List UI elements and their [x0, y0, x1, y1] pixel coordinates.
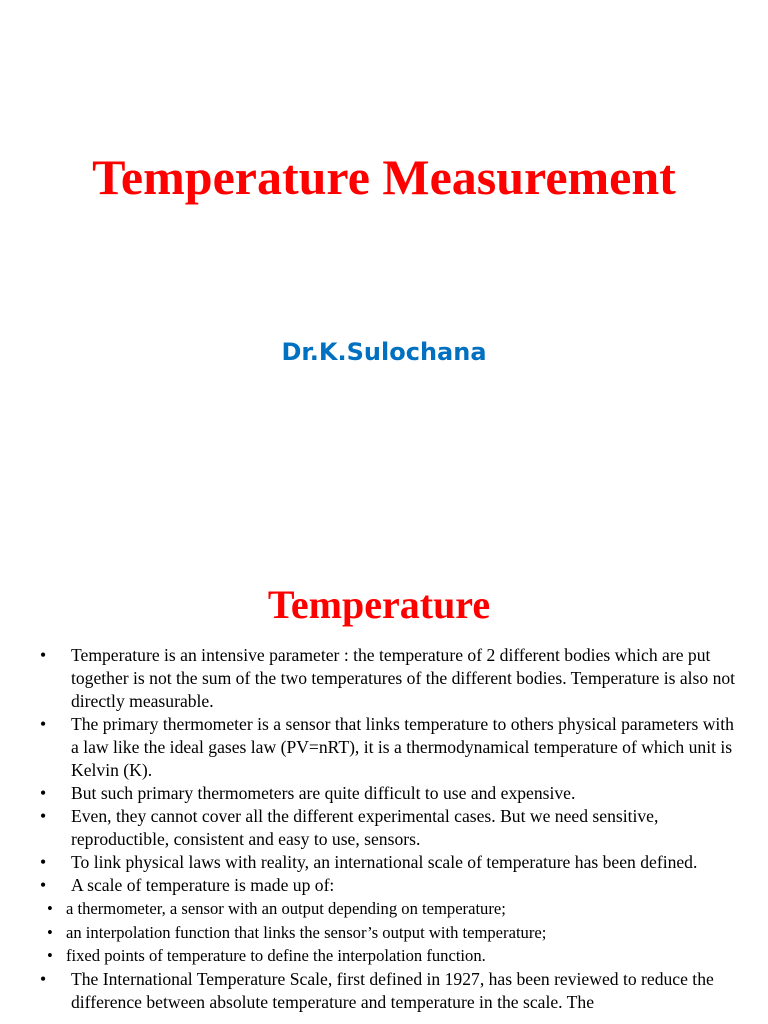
list-item	[0, 874, 768, 897]
sub-list-item	[0, 897, 768, 921]
bullet-text: The primary thermometer is a sensor that links temperature to others physical parameters with a law like the ideal gases law (PV=nRT), it is a thermodynamical temperature of which unit is Kelvin (K).	[71, 714, 734, 780]
bullet-text: A scale of temperature is made up of:	[71, 875, 335, 895]
sub-bullet-text: a thermometer, a sensor with an output depending on temperature;	[66, 899, 506, 918]
sub-list-container	[0, 897, 768, 968]
list-item	[0, 644, 768, 713]
bullet-text: But such primary thermometers are quite difficult to use and expensive.	[71, 783, 576, 803]
presentation-title: Temperature Measurement	[92, 149, 676, 205]
sub-list-item	[0, 944, 768, 968]
bullet-text: Temperature is an intensive parameter : the temperature of 2 different bodies which are put together is not the sum of the two temperatures of the different bodies. Temperature is also not directly measurable.	[71, 645, 736, 711]
sub-list-item	[0, 921, 768, 945]
sub-bullet-text: fixed points of temperature to define the interpolation function.	[66, 946, 486, 965]
bullet-marker: •	[40, 968, 47, 989]
list-item	[0, 805, 768, 851]
list-item	[0, 782, 768, 805]
content-slide	[0, 576, 768, 1024]
bullet-marker: •	[40, 645, 47, 665]
bullet-marker: •	[40, 852, 47, 872]
bullet-text: Even, they cannot cover all the different experimental cases. But we need sensitive, reproductible, consistent and easy to use, sensors.	[71, 806, 659, 849]
bullet-marker: •	[47, 922, 53, 942]
sub-bullet-text: an interpolation function that links the sensor’s output with temperature;	[66, 922, 547, 942]
bullet-marker: •	[40, 875, 47, 895]
bullet-text: To link physical laws with reality, an international scale of temperature has been defined.	[71, 852, 698, 872]
bullet-marker: •	[47, 899, 53, 918]
list-item	[0, 713, 768, 782]
list-item	[0, 968, 768, 1014]
bullet-marker: •	[47, 946, 53, 965]
bullet-marker: •	[40, 806, 47, 826]
bullet-text: The International Temperature Scale, first defined in 1927, has been reviewed to reduce the difference between absolute temperature and temperature in the scale. The	[71, 968, 714, 1012]
author-name: Dr.K.Sulochana	[281, 338, 487, 366]
list-item	[0, 851, 768, 874]
sub-bullet-list	[0, 897, 768, 968]
bullet-marker: •	[40, 783, 47, 803]
bullet-marker: •	[40, 714, 47, 734]
section-heading: Temperature	[267, 582, 491, 627]
bullet-list	[0, 644, 768, 1014]
